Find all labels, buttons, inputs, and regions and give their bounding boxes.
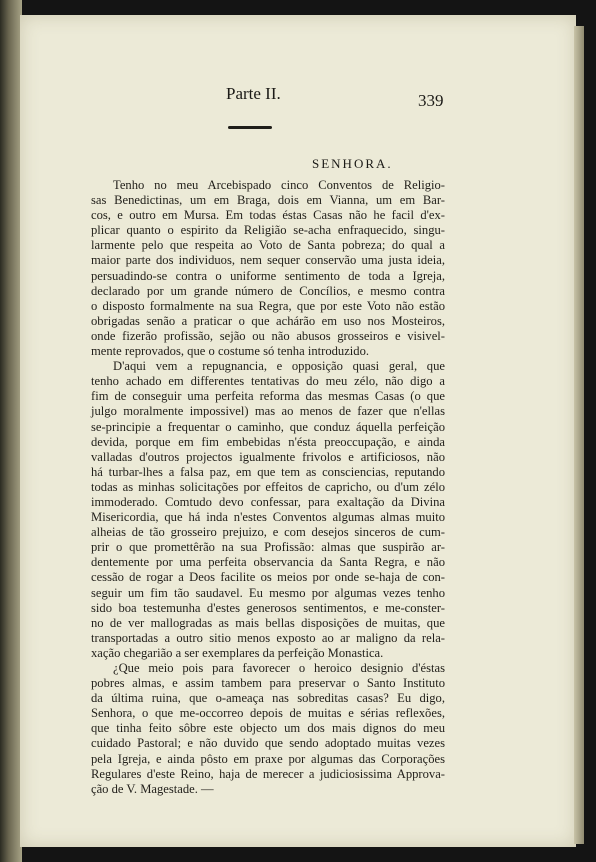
text-line: prir o que promettêrão na sua Profissão: almas que suspirão ar-	[91, 540, 445, 555]
text-line: fim de conseguir uma perfeita reforma das mesmas Casas (o que	[91, 389, 445, 404]
ornamental-rule	[228, 126, 272, 129]
section-title: SENHORA.	[312, 156, 393, 171]
text-line: larmente pelo que respeita ao Voto de Santa pobreza; do qual a	[91, 238, 445, 253]
text-line: Senhora, o que me-occorreo depois de muitas e sérias reflexões,	[91, 706, 445, 721]
text-line: tenho achado em differentes tentativas do meu zélo, não digo a	[91, 374, 445, 389]
text-line: todas as minhas solicitações por effeitos de capricho, ou d'um zélo	[91, 479, 445, 494]
body-text	[91, 178, 445, 797]
page-gutter-shadow	[0, 0, 22, 862]
text-line: pobres almas, e assim tambem para preservar o Santo Instituto	[91, 676, 445, 691]
text-line: xação chegarião a ser exemplares da perfeição Monastica.	[91, 645, 384, 660]
text-line: dentemente por uma perfeita observancia da Santa Regra, e não	[91, 555, 445, 570]
text-line: cuidado Pastoral; e não duvido que sendo adoptado muitas vezes	[91, 736, 445, 751]
text-line: ção de V. Magestade. —	[91, 781, 214, 796]
text-line: pela Igreja, e ainda pôsto em praxe por algumas das Corporações	[91, 751, 445, 766]
text-line: se-principie a frequentar o caminho, que conduz áquella perfeição	[91, 419, 445, 434]
text-line: plicar quanto o espirito da Religião se-acha enfraquecido, singu-	[91, 223, 445, 238]
text-line: no de ver mallogradas as mais bellas disposições de muitas, que	[91, 615, 445, 630]
running-header: Parte II.	[226, 84, 281, 103]
text-line: obrigadas senão a praticar o que achárão em uso nos Mosteiros,	[91, 313, 445, 328]
text-line: D'aqui vem a repugnancia, e opposição quasi geral, que	[113, 359, 445, 374]
text-line: o disposto formalmente na sua Regra, que por este Voto não estão	[91, 298, 445, 313]
page-number: 339	[418, 91, 444, 110]
text-line: onde fizerão profissão, sejão ou não abusos grosseiros e visivel-	[91, 328, 445, 343]
text-line: mente reprovados, que o costume só tenha introduzido.	[91, 344, 370, 359]
text-line: cessão de rogar a Deos facilite os meios por onde se-haja de con-	[91, 570, 445, 585]
text-line: devida, porque em fim embebidas n'ésta preoccupação, e ainda	[91, 434, 445, 449]
text-line: seguir um fim tão saudavel. Eu mesmo por algumas vezes tenho	[91, 585, 445, 600]
text-line: da última ruina, que o-ameaça nas sobreditas casas? Eu digo,	[91, 691, 445, 706]
page-fore-edge	[574, 26, 584, 844]
text-line: ¿Que meio pois para favorecer o heroico designio d'éstas	[113, 661, 445, 675]
text-line: declarado por um grande número de Concílios, e mesmo contra	[91, 283, 445, 298]
text-line: transportadas a outro sitio menos exposto ao ar maligno da rela-	[91, 630, 445, 645]
text-line: persuadindo-se contra o uniforme sentimento de toda a Igreja,	[91, 268, 445, 283]
text-line: Tenho no meu Arcebispado cinco Conventos de Religio-	[113, 178, 445, 192]
text-line: sido boa testemunha d'estes generosos sentimentos, e me-conster-	[91, 600, 445, 615]
text-line: que tinha feito sôbre este objecto um dos mais dignos do meu	[91, 721, 445, 736]
text-line: há turbar-lhes a falsa paz, em que tem as consciencias, reputando	[91, 464, 445, 479]
text-line: julgo moralmente impossivel) mas ao menos de fazer que n'ellas	[91, 404, 445, 419]
text-line: valladas d'outros projectos igualmente frivolos e artificiosos, não	[91, 449, 445, 464]
text-line: Misericordia, que há inda n'estes Conventos algumas almas muito	[91, 510, 445, 525]
text-line: maior parte dos individuos, nem sequer conservão uma justa ideia,	[91, 253, 445, 268]
text-line: immoderado. Comtudo devo confessar, para exaltação da Divina	[91, 494, 445, 509]
text-line: sas Benedictinas, um em Braga, dois em Vianna, um em Bar-	[91, 193, 445, 208]
text-line: cos, e outro em Mursa. Em todas éstas Casas não he facil d'ex-	[91, 208, 445, 223]
text-line: Regulares d'este Reino, haja de merecer a judiciosissima Approva-	[91, 766, 445, 781]
text-line: alheias de tão grosseiro prejuizo, e com desejos sinceros de cum-	[91, 525, 445, 540]
